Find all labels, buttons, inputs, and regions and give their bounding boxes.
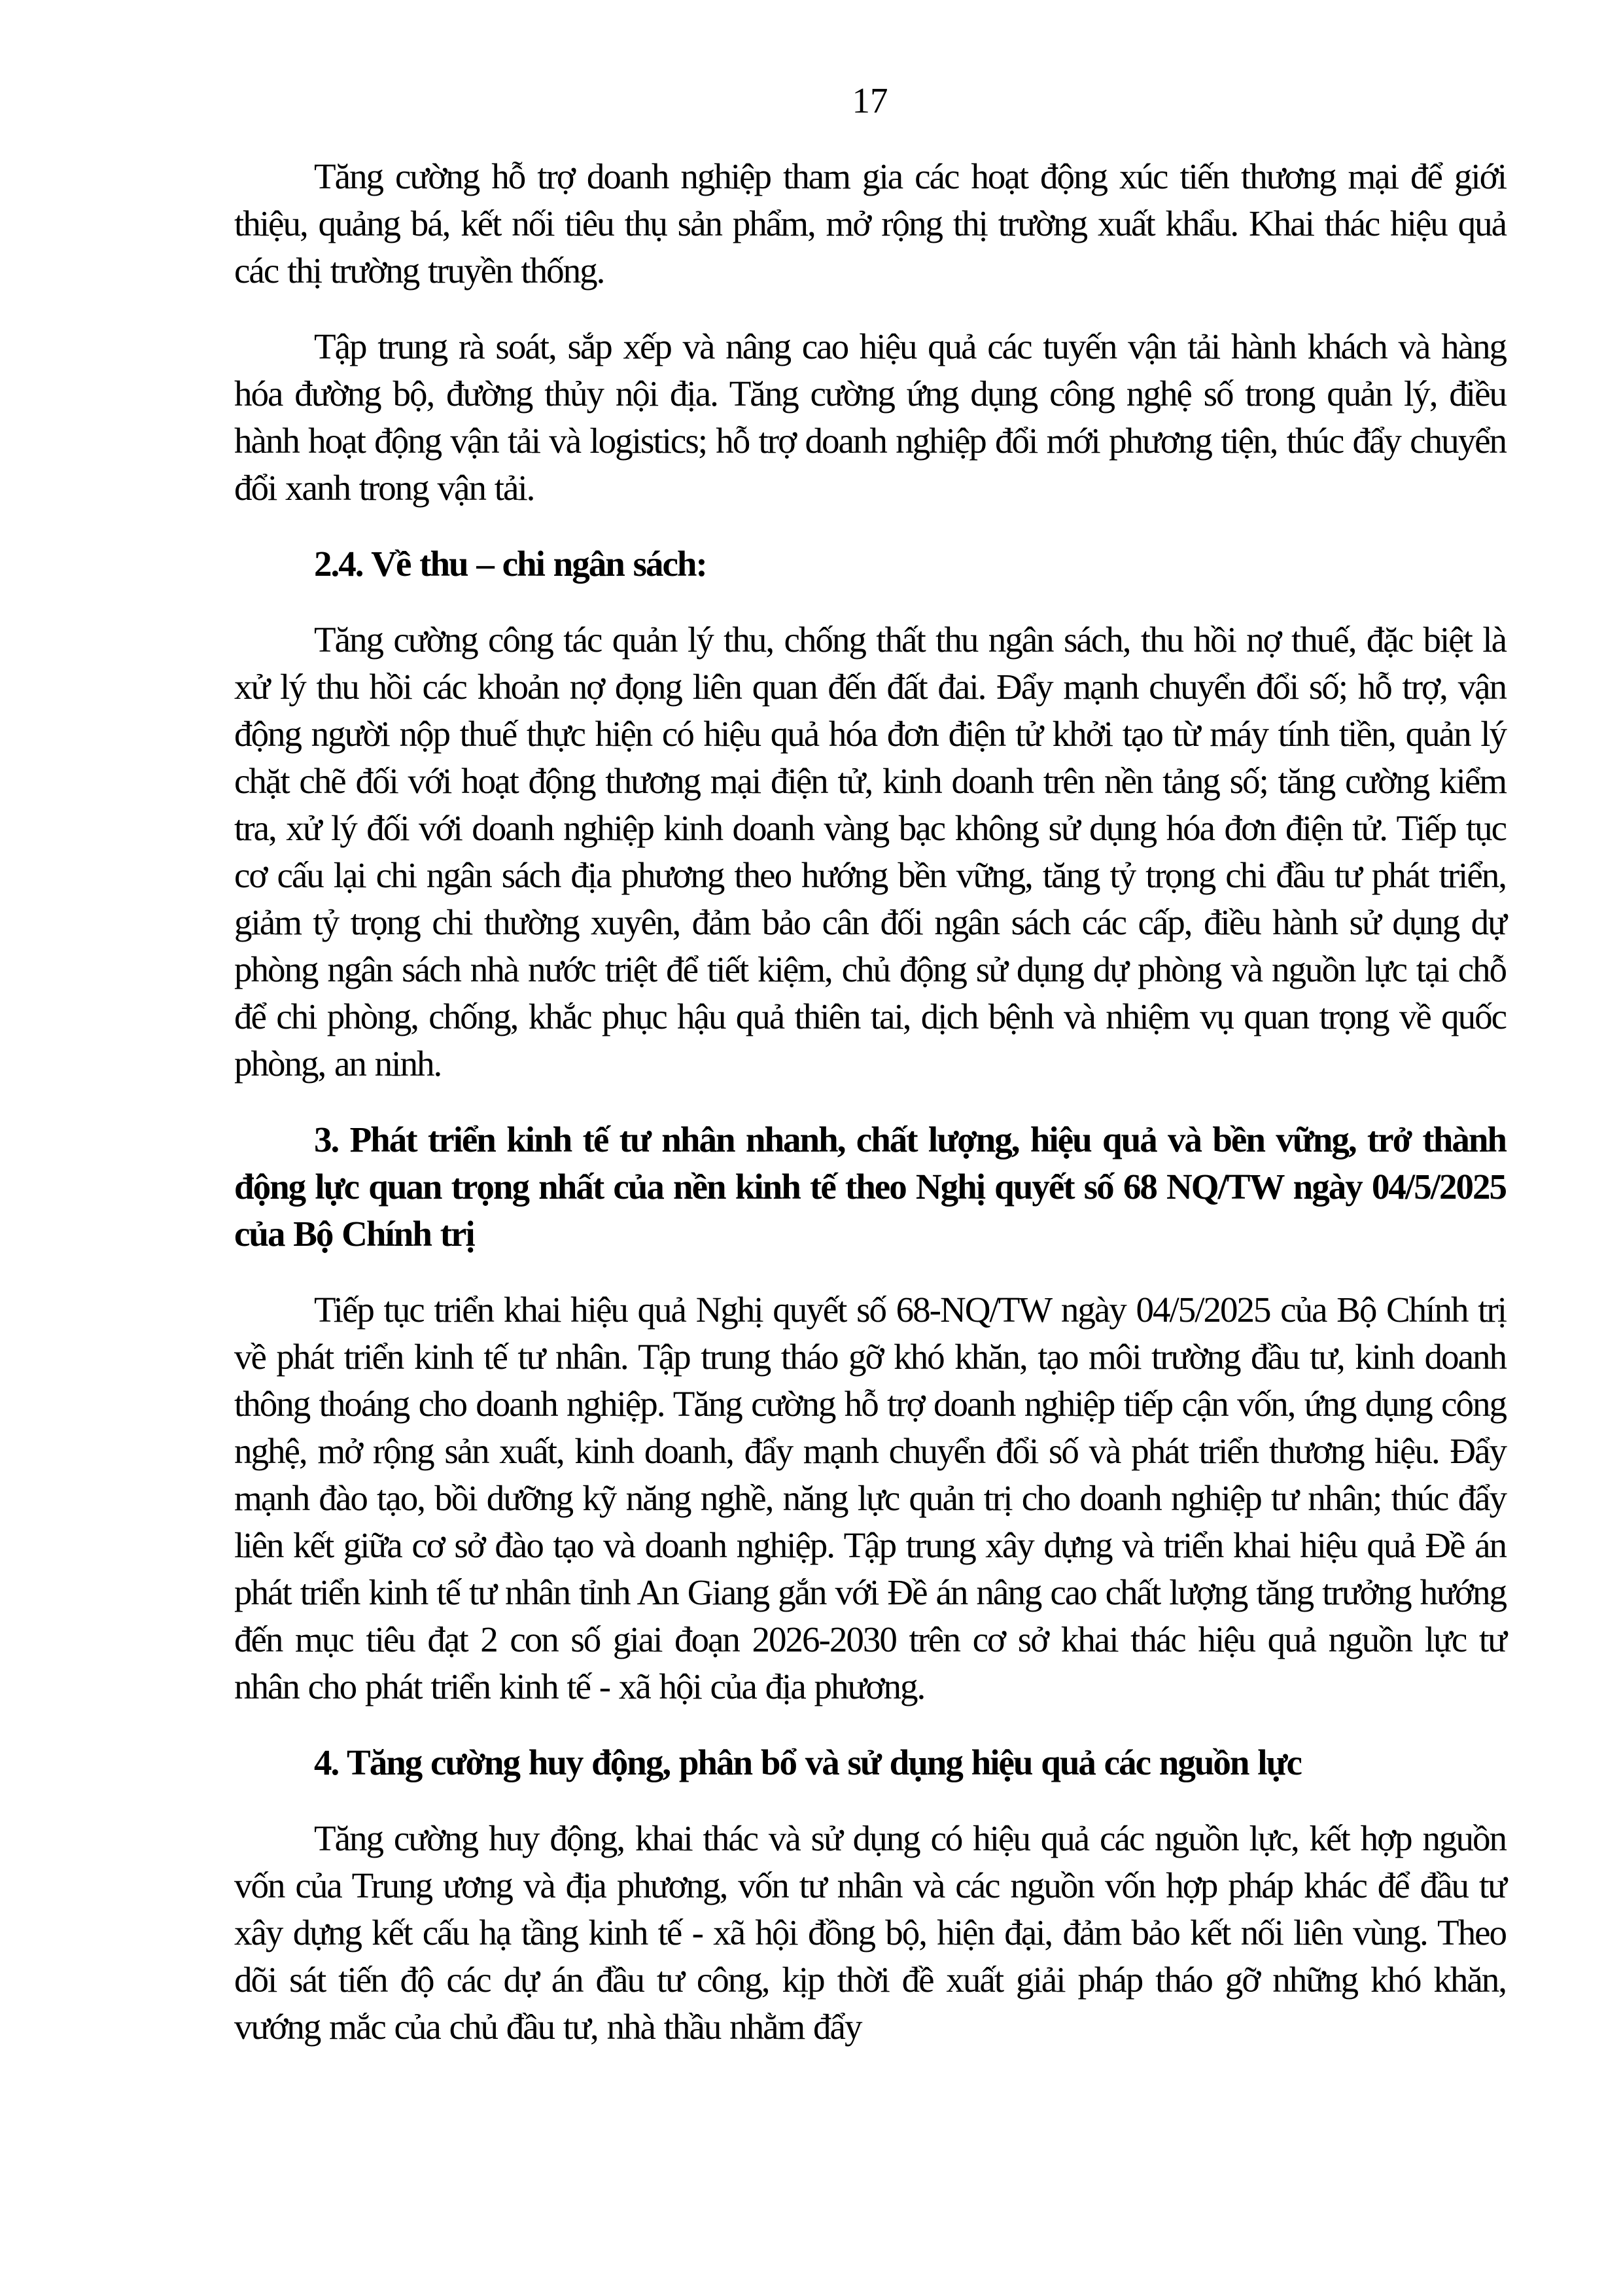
section-heading-3-private-economy: 3. Phát triển kinh tế tư nhân nhanh, chất lượng, hiệu quả và bền vững, trở thành động lực quan trọng nhất của nền kinh tế theo Nghị quyết số 68 NQ/TW ngày 04/5/2025 của Bộ Chính trị xyxy=(234,1120,1506,1254)
section-heading-2-4-budget: 2.4. Về thu – chi ngân sách: xyxy=(314,544,707,584)
page-number: 17 xyxy=(852,80,888,120)
body-paragraph-trade-promotion: Tăng cường hỗ trợ doanh nghiệp tham gia các hoạt động xúc tiến thương mại để giới thiệu, quảng bá, kết nối tiêu thụ sản phẩm, mở rộng thị trường xuất khẩu. Khai thác hiệu quả các thị trường truyền thống. xyxy=(234,156,1506,291)
body-paragraph-transport: Tập trung rà soát, sắp xếp và nâng cao hiệu quả các tuyến vận tải hành khách và hàng hóa đường bộ, đường thủy nội địa. Tăng cường ứng dụng công nghệ số trong quản lý, điều hành hoạt động vận tải và logistics; hỗ trợ doanh nghiệp đổi mới phương tiện, thúc đẩy chuyển đổi xanh trong vận tải. xyxy=(234,327,1506,508)
section-heading-4-resources: 4. Tăng cường huy động, phân bổ và sử dụng hiệu quả các nguồn lực xyxy=(314,1742,1301,1782)
document-content xyxy=(234,77,1506,2051)
body-paragraph-budget-revenue: Tăng cường công tác quản lý thu, chống thất thu ngân sách, thu hồi nợ thuế, đặc biệt là xử lý thu hồi các khoản nợ đọng liên quan đến đất đai. Đẩy mạnh chuyển đổi số; hỗ trợ, vận động người nộp thuế thực hiện có hiệu quả hóa đơn điện tử khởi tạo từ máy tính tiền, quản lý chặt chẽ đối với hoạt động thương mại điện tử, kinh doanh trên nền tảng số; tăng cường kiểm tra, xử lý đối với doanh nghiệp kinh doanh vàng bạc không sử dụng hóa đơn điện tử. Tiếp tục cơ cấu lại chi ngân sách địa phương theo hướng bền vững, tăng tỷ trọng chi đầu tư phát triển, giảm tỷ trọng chi thường xuyên, đảm bảo cân đối ngân sách các cấp, điều hành sử dụng dự phòng ngân sách nhà nước triệt để tiết kiệm, chủ động sử dụng dự phòng và nguồn lực tại chỗ để chi phòng, chống, khắc phục hậu quả thiên tai, dịch bệnh và nhiệm vụ quan trọng về quốc phòng, an ninh. xyxy=(234,620,1506,1084)
body-paragraph-resolution-68: Tiếp tục triển khai hiệu quả Nghị quyết số 68-NQ/TW ngày 04/5/2025 của Bộ Chính trị về phát triển kinh tế tư nhân. Tập trung tháo gỡ khó khăn, tạo môi trường đầu tư, kinh doanh thông thoáng cho doanh nghiệp. Tăng cường hỗ trợ doanh nghiệp tiếp cận vốn, ứng dụng công nghệ, mở rộng sản xuất, kinh doanh, đẩy mạnh chuyển đổi số và phát triển thương hiệu. Đẩy mạnh đào tạo, bồi dưỡng kỹ năng nghề, năng lực quản trị cho doanh nghiệp tư nhân; thúc đẩy liên kết giữa cơ sở đào tạo và doanh nghiệp. Tập trung xây dựng và triển khai hiệu quả Đề án phát triển kinh tế tư nhân tỉnh An Giang gắn với Đề án nâng cao chất lượng tăng trưởng hướng đến mục tiêu đạt 2 con số giai đoạn 2026-2030 trên cơ sở khai thác hiệu quả nguồn lực tư nhân cho phát triển kinh tế - xã hội của địa phương. xyxy=(234,1290,1506,1706)
body-paragraph-resource-mobilization: Tăng cường huy động, khai thác và sử dụng có hiệu quả các nguồn lực, kết hợp nguồn vốn của Trung ương và địa phương, vốn tư nhân và các nguồn vốn hợp pháp khác để đầu tư xây dựng kết cấu hạ tầng kinh tế - xã hội đồng bộ, hiện đại, đảm bảo kết nối liên vùng. Theo dõi sát tiến độ các dự án đầu tư công, kịp thời đề xuất giải pháp tháo gỡ những khó khăn, vướng mắc của chủ đầu tư, nhà thầu nhằm đẩy xyxy=(234,1818,1506,2047)
